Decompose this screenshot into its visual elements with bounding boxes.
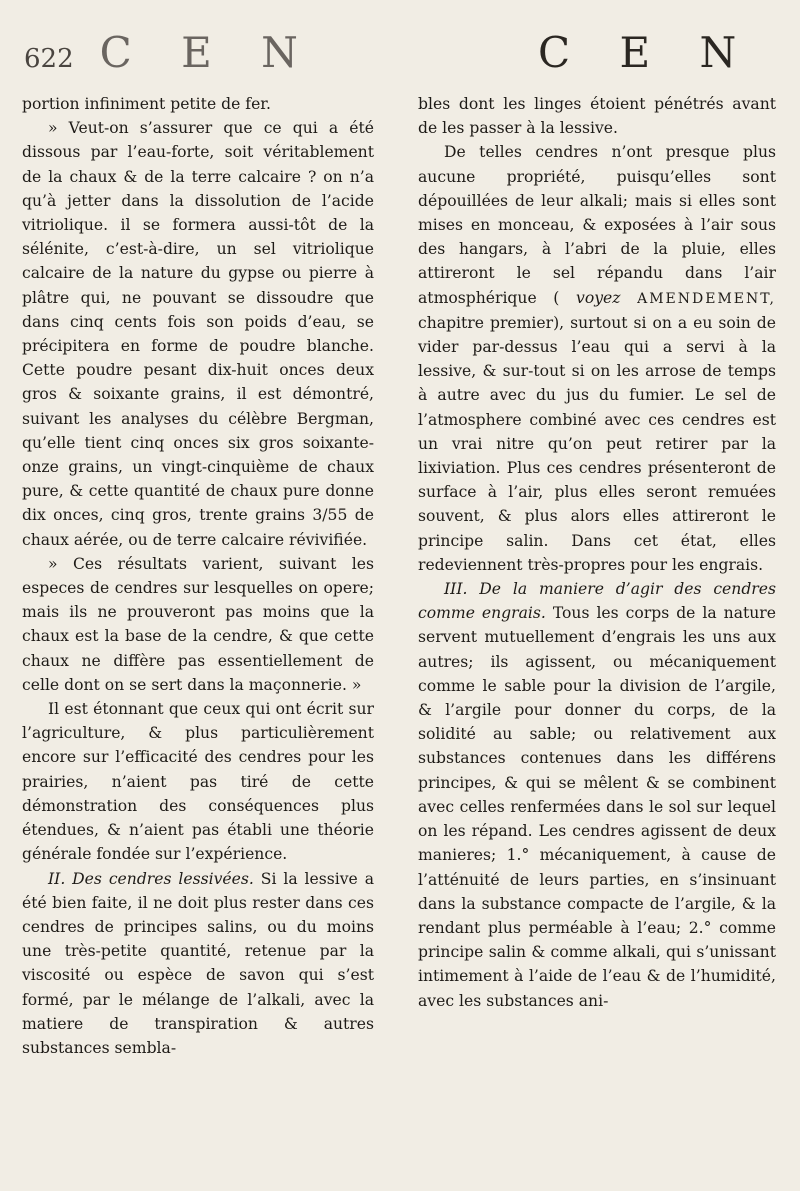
paragraph: bles dont les linges étoient pénétrés avant de les passer à la lessive. — [418, 95, 776, 138]
paragraph: » Veut-on s’assurer que ce qui a été dissous par l’eau-forte, soit véritablement de la chaux & de la terre calcaire ? on n’a qu’à jetter dans la dissolution de l’acide vitriolique. il se formera aussi-tôt de la sélénite, c’est-à-dire, un sel vitriolique calcaire de la nature du gypse ou pierre à plâtre qui, ne pouvant se dissoudre que dans cinq cents fois son poids d’eau, se précipitera en forme de poudre blanche. Cette poudre pesant dix-huit onces deux gros & soixante grains, il est démontré, suivant les analyses du célèbre Bergman, qu’elle tient cinq onces six gros soixante-onze grains, un vingt-cinquième de chaux pure, & cette quantité de chaux pure donne dix onces, cinq gros, trente grains 3/55 de chaux aérée, ou de terre calcaire révivifiée. — [22, 119, 374, 549]
left-column — [22, 92, 374, 1060]
cross-reference-voyez: voyez — [576, 288, 621, 307]
right-running-head — [538, 28, 778, 84]
paragraph-text: Si la lessive a été bien faite, il ne doit plus rester dans ces cendres de principes salins, ou du moins une très-petite quantité, retenue par la viscosité ou espèce de savon qui s’est formé, par le mélange de l’alkali, avec la matiere de transpiration & autres substances sembla- — [22, 869, 374, 1057]
page-number: 622 — [24, 44, 74, 74]
paragraph-text: De telles cendres n’ont presque plus aucune propriété, puisqu’elles sont dépouillées de leur alkali; mais si elles sont mises en monceau, & exposées à l’air sous des hangars, à l’abri de la pluie, elles attireront le sel répandu dans l’air atmosphérique ( — [418, 143, 776, 307]
cross-reference-target: AMENDEMENT, — [637, 290, 776, 307]
left-running-head — [24, 28, 384, 84]
section-heading: II. Des cendres lessivées. — [48, 869, 254, 888]
paragraph: » Ces résultats varient, suivant les especes de cendres sur lesquelles on opere; mais ils ne prouveront pas moins que la chaux est la base de la cendre, & que cette chaux ne diffère pas essentiellement de celle dont on se sert dans la maçonnerie. » — [22, 554, 374, 694]
paragraph: Il est étonnant que ceux qui ont écrit sur l’agriculture, & plus particulièrement encore sur l’efficacité des cendres pour les prairies, n’aient pas tiré de cette démonstration des conséquences plus étendues, & n’aient pas établi une théorie générale fondée sur l’expérience. — [22, 700, 374, 864]
section-heading: III. De la maniere d’agir des cendres comme engrais. — [418, 580, 776, 623]
paragraph — [418, 140, 776, 577]
paragraph: portion infiniment petite de fer. — [22, 95, 271, 113]
left-heading: C E N — [99, 28, 316, 77]
paragraph — [418, 577, 776, 1013]
paragraph-text: chapitre premier), surtout si on a eu soin de vider par-dessus l’eau qui a servi à la lessive, & sur-tout si on les arrose de temps à autre avec du jus du fumier. Le sel de l’atmosphere combiné avec ces cendres est un vrai nitre qu’on peut retirer par la lixiviation. Plus ces cendres présenteront de surface à l’air, plus elles seront remuées souvent, & plus alors elles attireront le principe salin. Dans cet état, elles redeviennent très-propres pour les engrais. — [418, 313, 776, 574]
right-column — [418, 92, 776, 1013]
paragraph-text: Tous les corps de la nature servent mutuellement d’engrais les uns aux autres; ils agissent, ou mécaniquement comme le sable pour la division de l’argile, & l’argile pour donner du corps, de la solidité au sable; ou relativement aux substances contenues dans les différens principes, & qui se mêlent & se combinent avec celles renfermées dans le sol sur lequel on les répand. Les cendres agissent de deux manieres; 1.° mécaniquement, à cause de l’atténuité de leurs parties, en s’insinuant dans la substance compacte de l’argile, & la rendant plus perméable à l’eau; 2.° comme principe salin & comme alkali, qui s’unissant intimement à l’aide de l’eau & de l’humidité, avec les substances ani- — [418, 604, 776, 1010]
right-heading: C E N — [538, 28, 755, 77]
paragraph — [22, 867, 374, 1061]
